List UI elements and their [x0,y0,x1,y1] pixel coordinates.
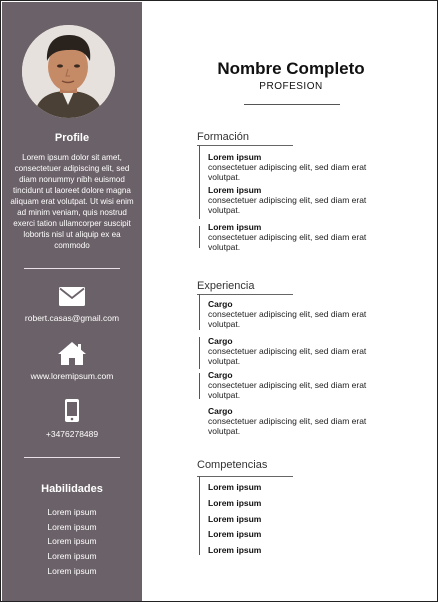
email-icon [2,287,142,306]
email-text[interactable]: robert.casas@gmail.com [24,313,120,323]
competencias-timeline [199,476,200,555]
formacion-timeline [199,145,200,219]
full-name: Nombre Completo [217,59,365,78]
entry-desc: consectetuer adipiscing elit, sed diam erat volutpat. [208,232,367,252]
entry-title: Cargo [208,370,233,380]
website-text[interactable]: www.loremipsum.com [30,371,114,381]
experiencia-underline [197,294,293,295]
formacion-underline [197,145,293,146]
skill-item: Lorem ipsum [47,521,97,532]
entry-title: Lorem ipsum [208,222,262,232]
competencia-item: Lorem ipsum [208,482,262,492]
formacion-entry [208,222,368,252]
entry-desc: consectetuer adipiscing elit, sed diam erat volutpat. [208,309,367,329]
entry-title: Lorem ipsum [208,152,262,162]
experiencia-entry [208,406,368,436]
experiencia-timeline [199,373,200,399]
experiencia-title: Experiencia [197,280,255,292]
sidebar-divider [24,457,120,458]
competencias-title: Competencias [197,459,268,471]
skills-list [2,505,142,579]
experiencia-entry [208,299,368,329]
competencias-underline [197,476,293,477]
profile-photo [22,25,115,118]
competencia-item: Lorem ipsum [208,545,262,555]
phone-text[interactable]: +3476278489 [45,429,99,439]
formacion-entry [208,152,368,182]
profile-title: Profile [54,132,90,144]
formacion-timeline [199,226,200,248]
competencia-item: Lorem ipsum [208,498,262,508]
entry-title: Lorem ipsum [208,185,262,195]
phone-icon [2,399,142,422]
profile-text: Lorem ipsum dolor sit amet, consectetuer adipiscing elit, sed diam nonummy nibh euismod tincidunt ut laoreet dolore magna aliquam erat volutpat. Ut wisi enim ad minim veniam, quis nostrud exerci tation ullamcorper suscipit lobortis nisl ut aliquip ex ea commodo [10,153,134,250]
experiencia-timeline [199,337,200,369]
entry-title: Cargo [208,299,233,309]
entry-desc: consectetuer adipiscing elit, sed diam erat volutpat. [208,162,367,182]
skill-item: Lorem ipsum [47,565,97,576]
profession: PROFESION [259,81,323,92]
entry-desc: consectetuer adipiscing elit, sed diam erat volutpat. [208,346,367,366]
sidebar-divider [24,268,120,269]
avatar [22,25,115,118]
experiencia-timeline [199,294,200,330]
competencia-item: Lorem ipsum [208,529,262,539]
entry-desc: consectetuer adipiscing elit, sed diam erat volutpat. [208,416,367,436]
sidebar [2,2,142,601]
skill-item: Lorem ipsum [47,536,97,547]
header-divider [244,104,340,105]
competencia-item: Lorem ipsum [208,514,262,524]
skills-title: Habilidades [41,483,103,495]
entry-desc: consectetuer adipiscing elit, sed diam erat volutpat. [208,195,367,215]
skill-item: Lorem ipsum [47,551,97,562]
skill-item: Lorem ipsum [47,507,97,517]
experiencia-entry [208,336,368,366]
formacion-title: Formación [197,131,249,143]
entry-desc: consectetuer adipiscing elit, sed diam erat volutpat. [208,380,367,400]
entry-title: Cargo [208,406,233,416]
formacion-entry [208,185,368,215]
experiencia-entry [208,370,368,400]
entry-title: Cargo [208,336,233,346]
home-icon [2,341,142,366]
